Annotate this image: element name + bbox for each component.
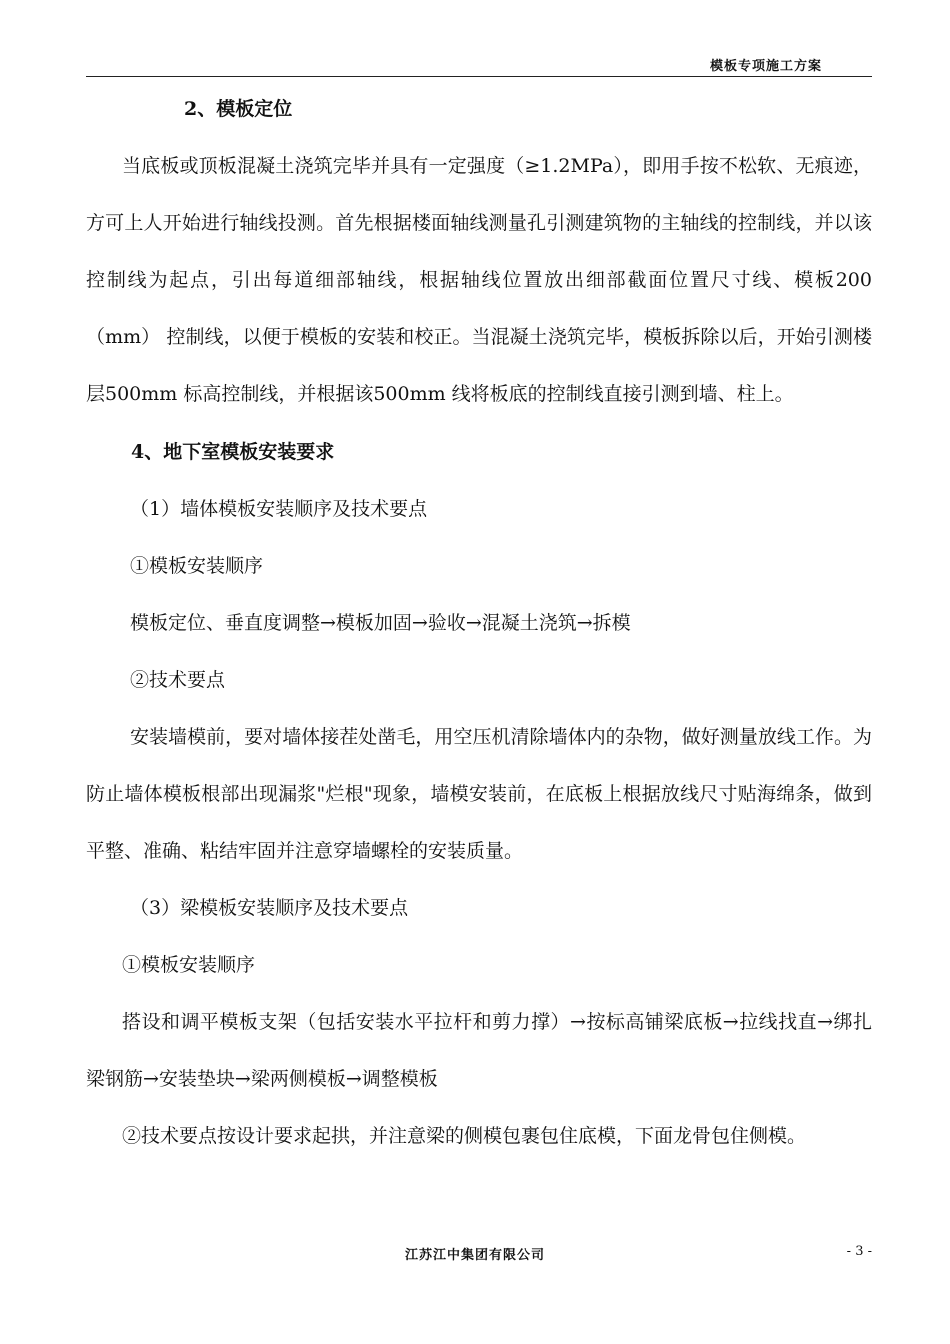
footer-company: 江苏江中集团有限公司: [404, 1248, 545, 1263]
wall-tech-paragraph: 安装墙模前，要对墙体接茬处凿毛，用空压机清除墙体内的杂物，做好测量放线工作。为防止墙体模板根部出现漏浆"烂根"现象，墙模安装前，在底板上根据放线尺寸贴海绵条，做到平整、准确、粘结牢固并注意穿墙螺栓的安装质量。: [86, 726, 872, 862]
header-title: 模板专项施工方案: [709, 59, 822, 74]
section-heading-positioning: 2、模板定位: [184, 98, 293, 120]
wall-order-title: ①模板安装顺序: [130, 555, 264, 577]
section-heading-basement: 4、地下室模板安装要求: [131, 441, 335, 463]
wall-order-sequence: 模板定位、垂直度调整→模板加固→验收→混凝土浇筑→拆模: [130, 612, 631, 634]
page-number: - 3 -: [846, 1244, 872, 1259]
beam-order-paragraph: 搭设和调平模板支架（包括安装水平拉杆和剪力撑）→按标高铺梁底板→拉线找直→绑扎梁钢筋→安装垫块→梁两侧模板→调整模板: [86, 1011, 872, 1090]
beam-subsection-title: （3）梁模板安装顺序及技术要点: [130, 897, 409, 919]
wall-tech-title: ②技术要点: [130, 669, 226, 691]
beam-order-title: ①模板安装顺序: [122, 954, 256, 976]
beam-tech-line: ②技术要点按设计要求起拱，并注意梁的侧模包裹包住底模，下面龙骨包住侧模。: [122, 1125, 807, 1147]
document-body: [86, 80, 872, 1165]
header-divider: [86, 76, 872, 77]
wall-subsection-title: （1）墙体模板安装顺序及技术要点: [130, 498, 428, 520]
positioning-paragraph: 当底板或顶板混凝土浇筑完毕并具有一定强度（≥1.2MPa），即用手按不松软、无痕迹，方可上人开始进行轴线投测。首先根据楼面轴线测量孔引测建筑物的主轴线的控制线，并以该控制线为起点，引出每道细部轴线，根据轴线位置放出细部截面位置尺寸线、模板200（mm） 控制线，以便于模板的安装和校正。当混凝土浇筑完毕，模板拆除以后，开始引测楼层500mm 标高控制线，并根据该500mm 线将板底的控制线直接引测到墙、柱上。: [86, 155, 872, 405]
